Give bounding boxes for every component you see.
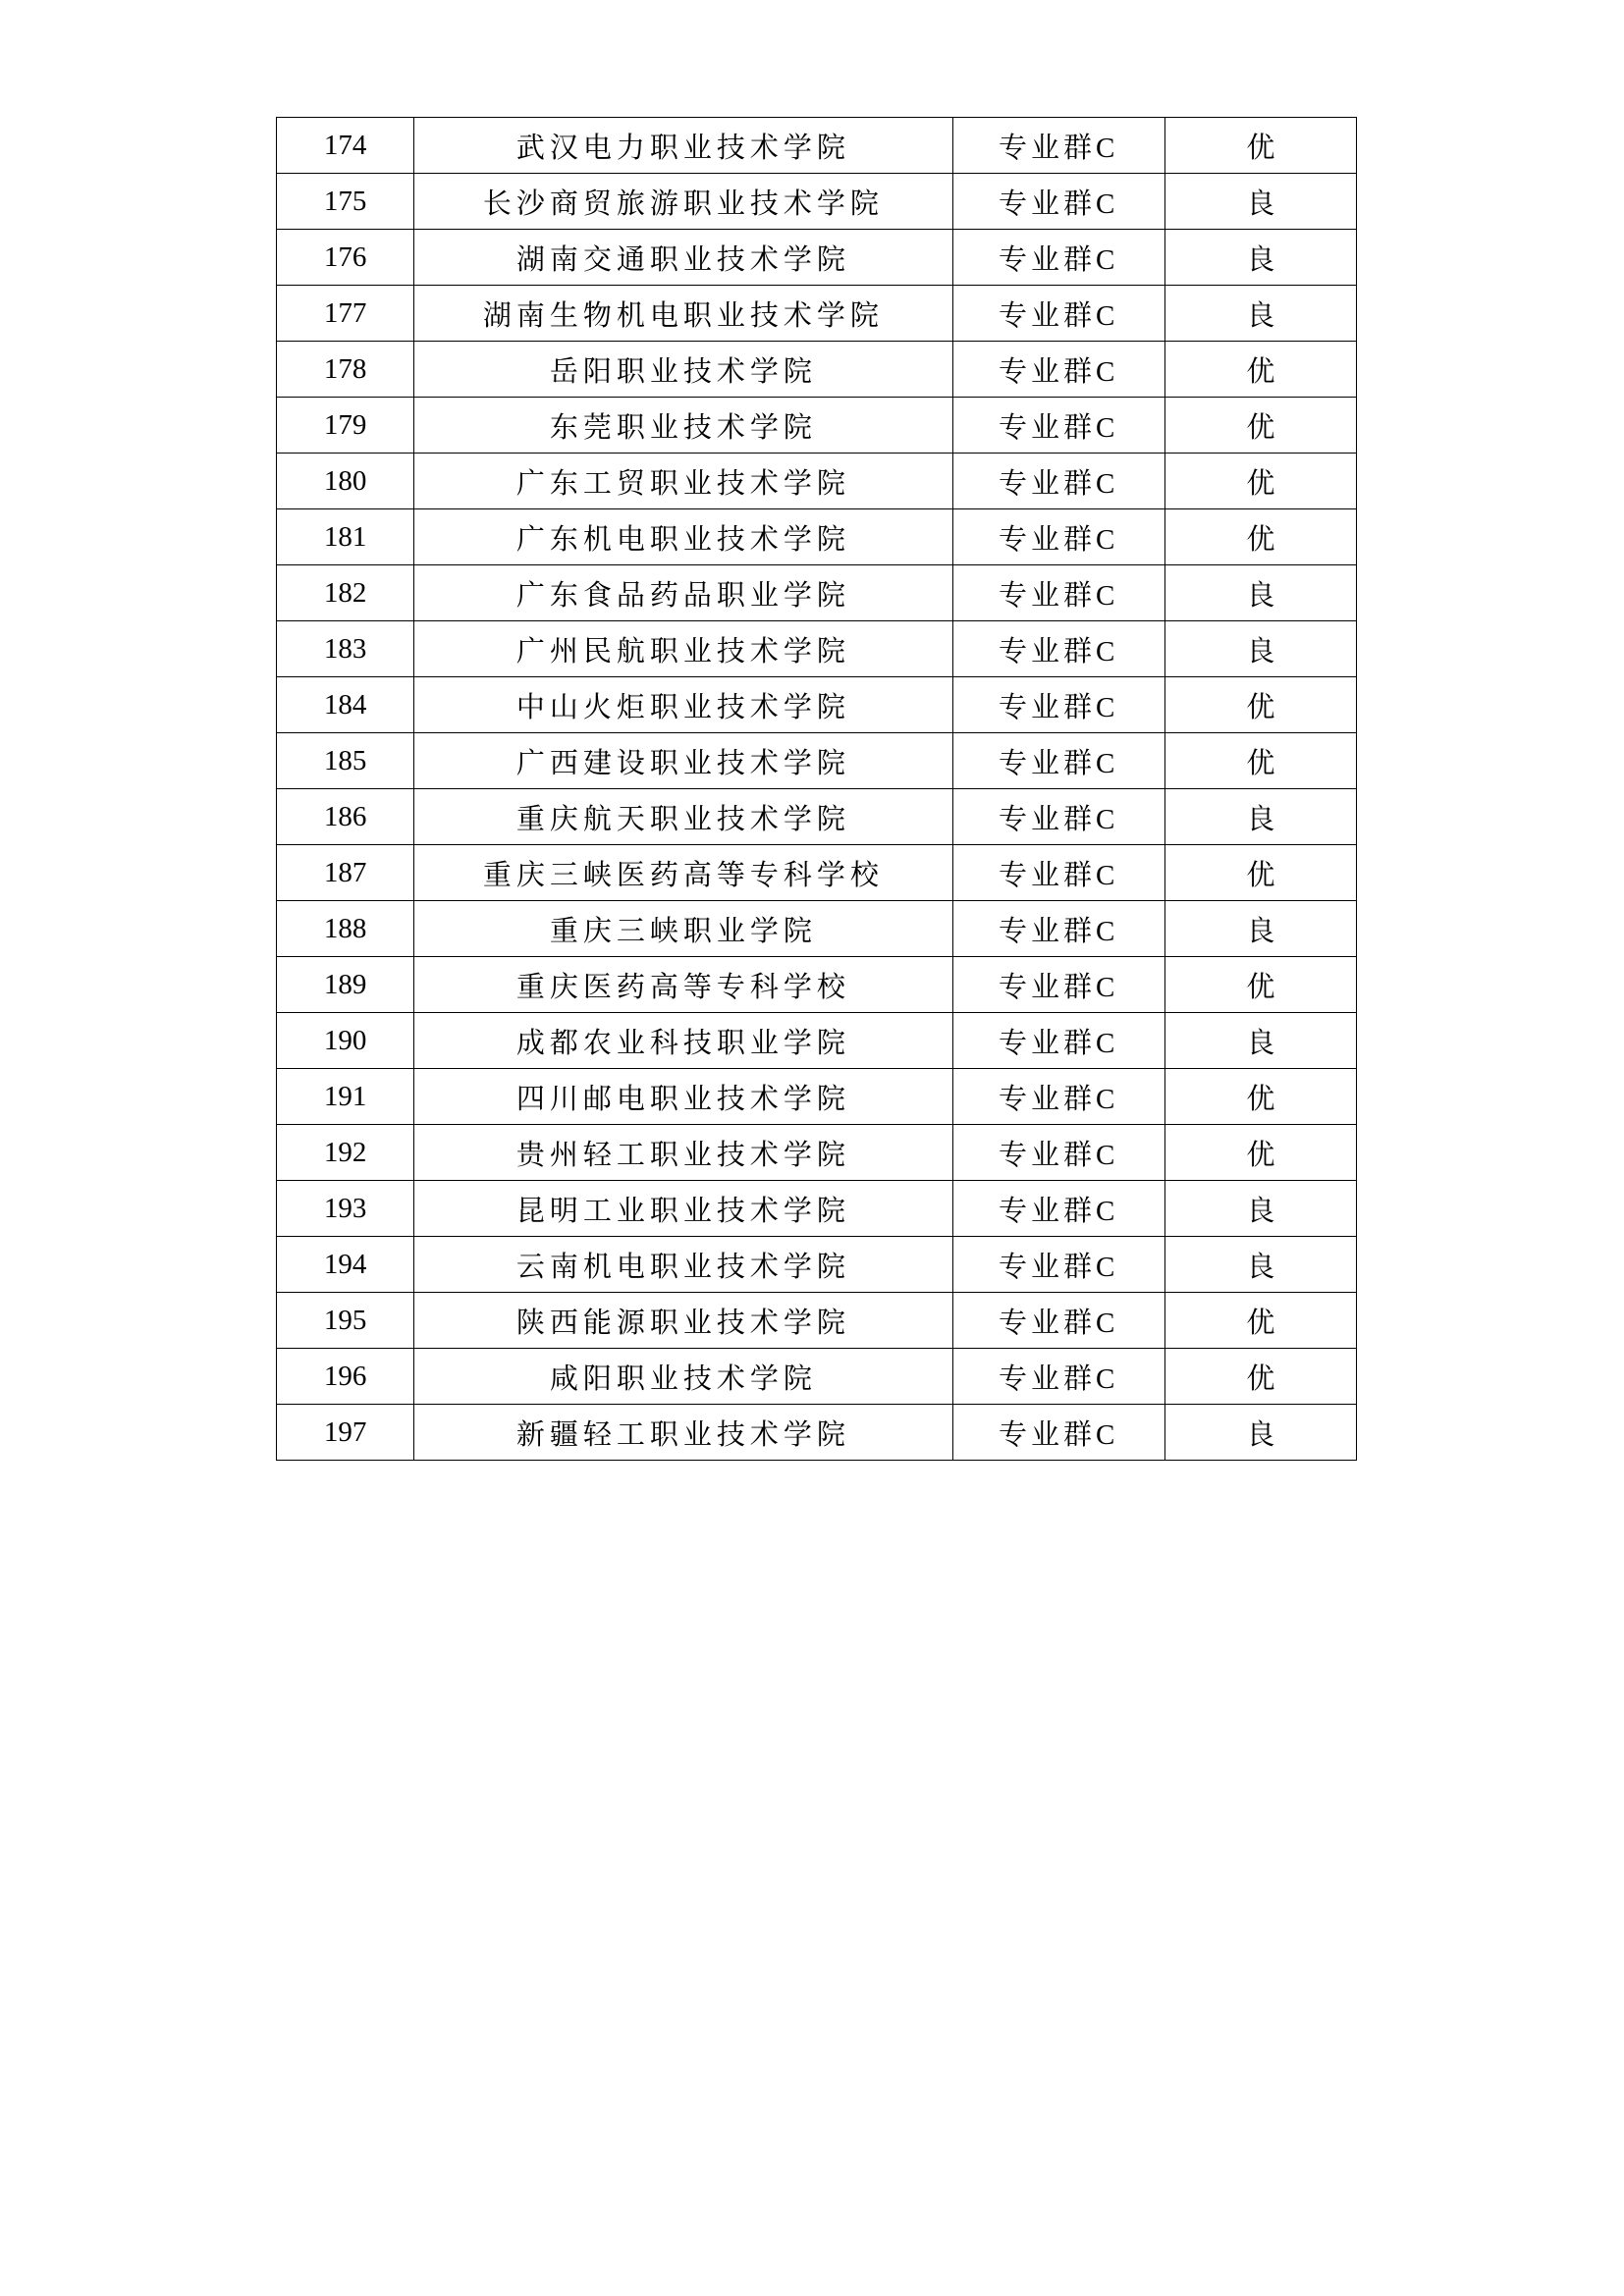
group-cell: 专业群C	[952, 118, 1164, 174]
table-row	[277, 845, 1357, 901]
row-number: 175	[277, 174, 414, 230]
table-row	[277, 957, 1357, 1013]
group-cell: 专业群C	[952, 677, 1164, 733]
group-cell: 专业群C	[952, 1181, 1164, 1237]
table-row	[277, 398, 1357, 454]
grade-cell: 良	[1164, 621, 1356, 677]
grade-cell: 良	[1164, 789, 1356, 845]
grade-cell: 良	[1164, 174, 1356, 230]
table-row	[277, 1125, 1357, 1181]
group-cell: 专业群C	[952, 957, 1164, 1013]
row-number: 189	[277, 957, 414, 1013]
group-cell: 专业群C	[952, 1349, 1164, 1405]
group-cell: 专业群C	[952, 454, 1164, 509]
table-row	[277, 509, 1357, 565]
grade-cell: 优	[1164, 118, 1356, 174]
school-name: 长沙商贸旅游职业技术学院	[414, 174, 952, 230]
row-number: 177	[277, 286, 414, 342]
table-row	[277, 342, 1357, 398]
school-name: 重庆三峡医药高等专科学校	[414, 845, 952, 901]
grade-cell: 良	[1164, 1013, 1356, 1069]
group-cell: 专业群C	[952, 1013, 1164, 1069]
school-name: 新疆轻工职业技术学院	[414, 1405, 952, 1461]
table-row	[277, 901, 1357, 957]
grade-cell: 优	[1164, 398, 1356, 454]
school-name: 重庆医药高等专科学校	[414, 957, 952, 1013]
table-row	[277, 1013, 1357, 1069]
group-cell: 专业群C	[952, 733, 1164, 789]
row-number: 174	[277, 118, 414, 174]
school-name: 湖南生物机电职业技术学院	[414, 286, 952, 342]
table-row	[277, 1349, 1357, 1405]
school-name: 广东机电职业技术学院	[414, 509, 952, 565]
row-number: 180	[277, 454, 414, 509]
group-cell: 专业群C	[952, 901, 1164, 957]
school-name: 云南机电职业技术学院	[414, 1237, 952, 1293]
grade-cell: 优	[1164, 342, 1356, 398]
table-row	[277, 1293, 1357, 1349]
grade-cell: 优	[1164, 1125, 1356, 1181]
table-row	[277, 1237, 1357, 1293]
school-name: 中山火炬职业技术学院	[414, 677, 952, 733]
grade-cell: 优	[1164, 845, 1356, 901]
table-row	[277, 174, 1357, 230]
table-row	[277, 1181, 1357, 1237]
row-number: 186	[277, 789, 414, 845]
row-number: 196	[277, 1349, 414, 1405]
group-cell: 专业群C	[952, 398, 1164, 454]
school-name: 广东食品药品职业学院	[414, 565, 952, 621]
row-number: 192	[277, 1125, 414, 1181]
table-row	[277, 677, 1357, 733]
results-table	[276, 117, 1357, 1461]
group-cell: 专业群C	[952, 621, 1164, 677]
school-name: 岳阳职业技术学院	[414, 342, 952, 398]
group-cell: 专业群C	[952, 1405, 1164, 1461]
table-row	[277, 1069, 1357, 1125]
row-number: 193	[277, 1181, 414, 1237]
group-cell: 专业群C	[952, 342, 1164, 398]
row-number: 179	[277, 398, 414, 454]
table-body	[277, 118, 1357, 1461]
group-cell: 专业群C	[952, 286, 1164, 342]
row-number: 197	[277, 1405, 414, 1461]
group-cell: 专业群C	[952, 1293, 1164, 1349]
grade-cell: 优	[1164, 733, 1356, 789]
school-name: 昆明工业职业技术学院	[414, 1181, 952, 1237]
group-cell: 专业群C	[952, 789, 1164, 845]
school-name: 广州民航职业技术学院	[414, 621, 952, 677]
grade-cell: 优	[1164, 1349, 1356, 1405]
group-cell: 专业群C	[952, 1069, 1164, 1125]
table-row	[277, 1405, 1357, 1461]
row-number: 182	[277, 565, 414, 621]
row-number: 185	[277, 733, 414, 789]
row-number: 188	[277, 901, 414, 957]
group-cell: 专业群C	[952, 1237, 1164, 1293]
grade-cell: 良	[1164, 1405, 1356, 1461]
grade-cell: 优	[1164, 509, 1356, 565]
school-name: 重庆航天职业技术学院	[414, 789, 952, 845]
table-row	[277, 454, 1357, 509]
table-row	[277, 565, 1357, 621]
table-row	[277, 733, 1357, 789]
group-cell: 专业群C	[952, 509, 1164, 565]
row-number: 183	[277, 621, 414, 677]
table-row	[277, 230, 1357, 286]
grade-cell: 良	[1164, 901, 1356, 957]
group-cell: 专业群C	[952, 845, 1164, 901]
row-number: 184	[277, 677, 414, 733]
row-number: 190	[277, 1013, 414, 1069]
row-number: 176	[277, 230, 414, 286]
school-name: 东莞职业技术学院	[414, 398, 952, 454]
row-number: 194	[277, 1237, 414, 1293]
table-row	[277, 789, 1357, 845]
school-name: 重庆三峡职业学院	[414, 901, 952, 957]
school-name: 湖南交通职业技术学院	[414, 230, 952, 286]
grade-cell: 优	[1164, 1069, 1356, 1125]
table-row	[277, 118, 1357, 174]
table-row	[277, 621, 1357, 677]
grade-cell: 优	[1164, 1293, 1356, 1349]
grade-cell: 良	[1164, 230, 1356, 286]
group-cell: 专业群C	[952, 174, 1164, 230]
grade-cell: 良	[1164, 1237, 1356, 1293]
school-name: 陕西能源职业技术学院	[414, 1293, 952, 1349]
school-name: 成都农业科技职业学院	[414, 1013, 952, 1069]
row-number: 195	[277, 1293, 414, 1349]
table-row	[277, 286, 1357, 342]
grade-cell: 良	[1164, 1181, 1356, 1237]
school-name: 广东工贸职业技术学院	[414, 454, 952, 509]
school-name: 武汉电力职业技术学院	[414, 118, 952, 174]
grade-cell: 优	[1164, 677, 1356, 733]
row-number: 191	[277, 1069, 414, 1125]
row-number: 178	[277, 342, 414, 398]
group-cell: 专业群C	[952, 1125, 1164, 1181]
grade-cell: 良	[1164, 565, 1356, 621]
group-cell: 专业群C	[952, 230, 1164, 286]
school-name: 广西建设职业技术学院	[414, 733, 952, 789]
school-name: 咸阳职业技术学院	[414, 1349, 952, 1405]
row-number: 187	[277, 845, 414, 901]
group-cell: 专业群C	[952, 565, 1164, 621]
grade-cell: 良	[1164, 286, 1356, 342]
school-name: 贵州轻工职业技术学院	[414, 1125, 952, 1181]
row-number: 181	[277, 509, 414, 565]
grade-cell: 优	[1164, 957, 1356, 1013]
school-name: 四川邮电职业技术学院	[414, 1069, 952, 1125]
grade-cell: 优	[1164, 454, 1356, 509]
